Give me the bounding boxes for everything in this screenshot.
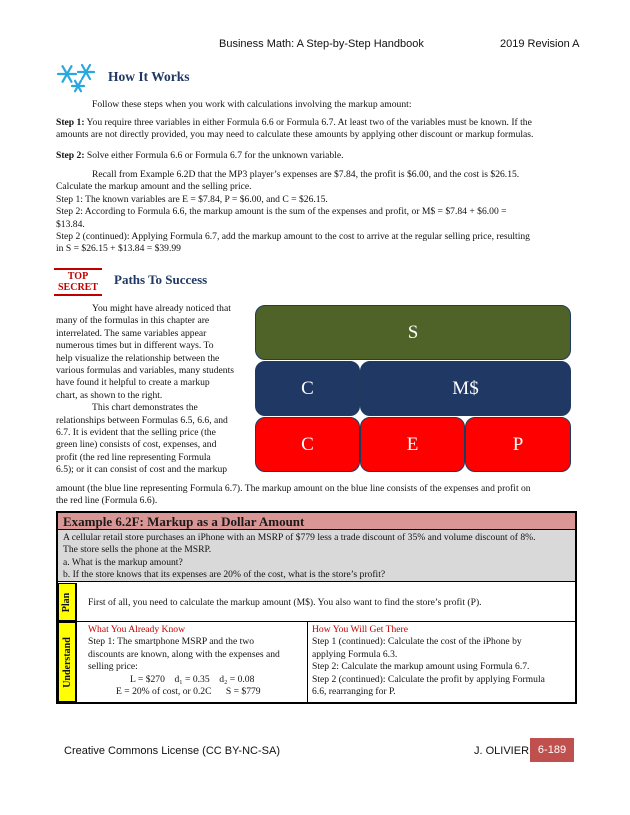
paths-title: Paths To Success	[114, 272, 208, 287]
plan-tab: Plan	[58, 583, 76, 621]
example-title: Example 6.2F: Markup as a Dollar Amount	[58, 513, 575, 530]
plan-text: First of all, you need to calculate the markup amount (M$). You also want to find the store’s profit (P).	[88, 597, 482, 608]
known-column: What You Already Know Step 1: The smartphone MSRP and the two discounts are known, along with the expenses and selling price: L = $270 d₁ = 0.35 d₂ = 0.08 E = 20% of cost, or 0.2C S = $779	[88, 624, 303, 698]
known-vars-1: L = $270 d₁ = 0.35 d₂ = 0.08	[130, 673, 255, 685]
known-title: What You Already Know	[88, 624, 185, 635]
chart-box-cost-red: C	[255, 417, 360, 472]
paths-text-left: You might have already noticed that many of the formulas in this chapter are interrelated. The same variables appear numerous times but in different ways. To help visualize the relationship between the various formulas and variables, many students have found it helpful to create a markup chart, as shown to the right. This chart demonstrates the relationships between Formulas 6.5, 6.6, and 6.7. It is evident that the selling price (the green line) consists of cost, expenses, and profit (the red line representing Formula 6.5); or it can consist of cost and the markup	[56, 303, 234, 476]
known-vars-2: E = 20% of cost, or 0.2C S = $779	[116, 686, 261, 698]
chart-box-profit: P	[465, 417, 571, 472]
book-title: Business Math: A Step-by-Step Handbook	[219, 38, 424, 50]
chart-box-selling-price: S	[255, 305, 571, 360]
how-example: Recall from Example 6.2D that the MP3 player’s expenses are $7.84, the profit is $6.00, and the cost is $26.15. Calculate the markup amount and the selling price. Step 1: The known variables are E = $7.84, P = $6.00, and C = $26.15. Step 2: According to Formula 6.6, the markup amount is the sum of the expenses and profit, or M$ = $7.84 + $6.00 = $13.84. Step 2 (continued): Applying Formula 6.7, add the markup amount to the cost to arrive at the regular selling price, resulting in S = $26.15 + $13.84 = $39.99	[56, 169, 530, 255]
step1-label: Step 1:	[56, 117, 85, 128]
understand-divider	[307, 622, 308, 702]
license-text: Creative Commons License (CC BY-NC-SA)	[64, 745, 280, 757]
example-problem: A cellular retail store purchases an iPhone with an MSRP of $779 less a trade discount of 35% and volume discount of 8%. The store sells the phone at the MSRP. a. What is the markup amount? b. If the store knows that its expenses are 20% of the cost, what is the store’s profit?	[58, 530, 575, 582]
author-name: J. OLIVIER	[474, 745, 530, 757]
revision-label: 2019 Revision A	[500, 38, 580, 50]
chart-box-markup-amount: M$	[360, 361, 571, 416]
get-there-column: How You Will Get There Step 1 (continued): Calculate the cost of the iPhone by applying Formula 6.3. Step 2: Calculate the markup amount using Formula 6.7. Step 2 (continued): Calculate the profit by applying Formula 6.6, rearranging for P.	[312, 624, 574, 698]
understand-left-border	[76, 622, 77, 702]
chart-box-cost-blue: C	[255, 361, 360, 416]
step2-label: Step 2:	[56, 150, 85, 161]
page-number: 6-189	[530, 738, 574, 762]
how-step2: Step 2: Solve either Formula 6.6 or Formula 6.7 for the unknown variable.	[56, 150, 344, 161]
get-there-title: How You Will Get There	[312, 624, 408, 635]
how-intro: Follow these steps when you work with calculations involving the markup amount:	[92, 99, 412, 110]
top-secret-badge: TOP SECRET	[54, 268, 102, 296]
how-it-works-title: How It Works	[108, 69, 190, 84]
understand-tab: Understand	[58, 622, 76, 702]
paths-text-full: amount (the blue line representing Formula 6.7). The markup amount on the blue line consists of the expenses and profit on the red line (Formula 6.6).	[56, 483, 531, 507]
how-step1: Step 1: You require three variables in either Formula 6.6 or Formula 6.7. At least two of the variables must be known. If the amounts are not directly provided, you may need to calculate these amounts by applying other discount or markup formulas.	[56, 117, 534, 141]
snowflake-icon	[54, 60, 100, 94]
chart-box-expenses: E	[360, 417, 465, 472]
plan-divider	[58, 621, 575, 622]
